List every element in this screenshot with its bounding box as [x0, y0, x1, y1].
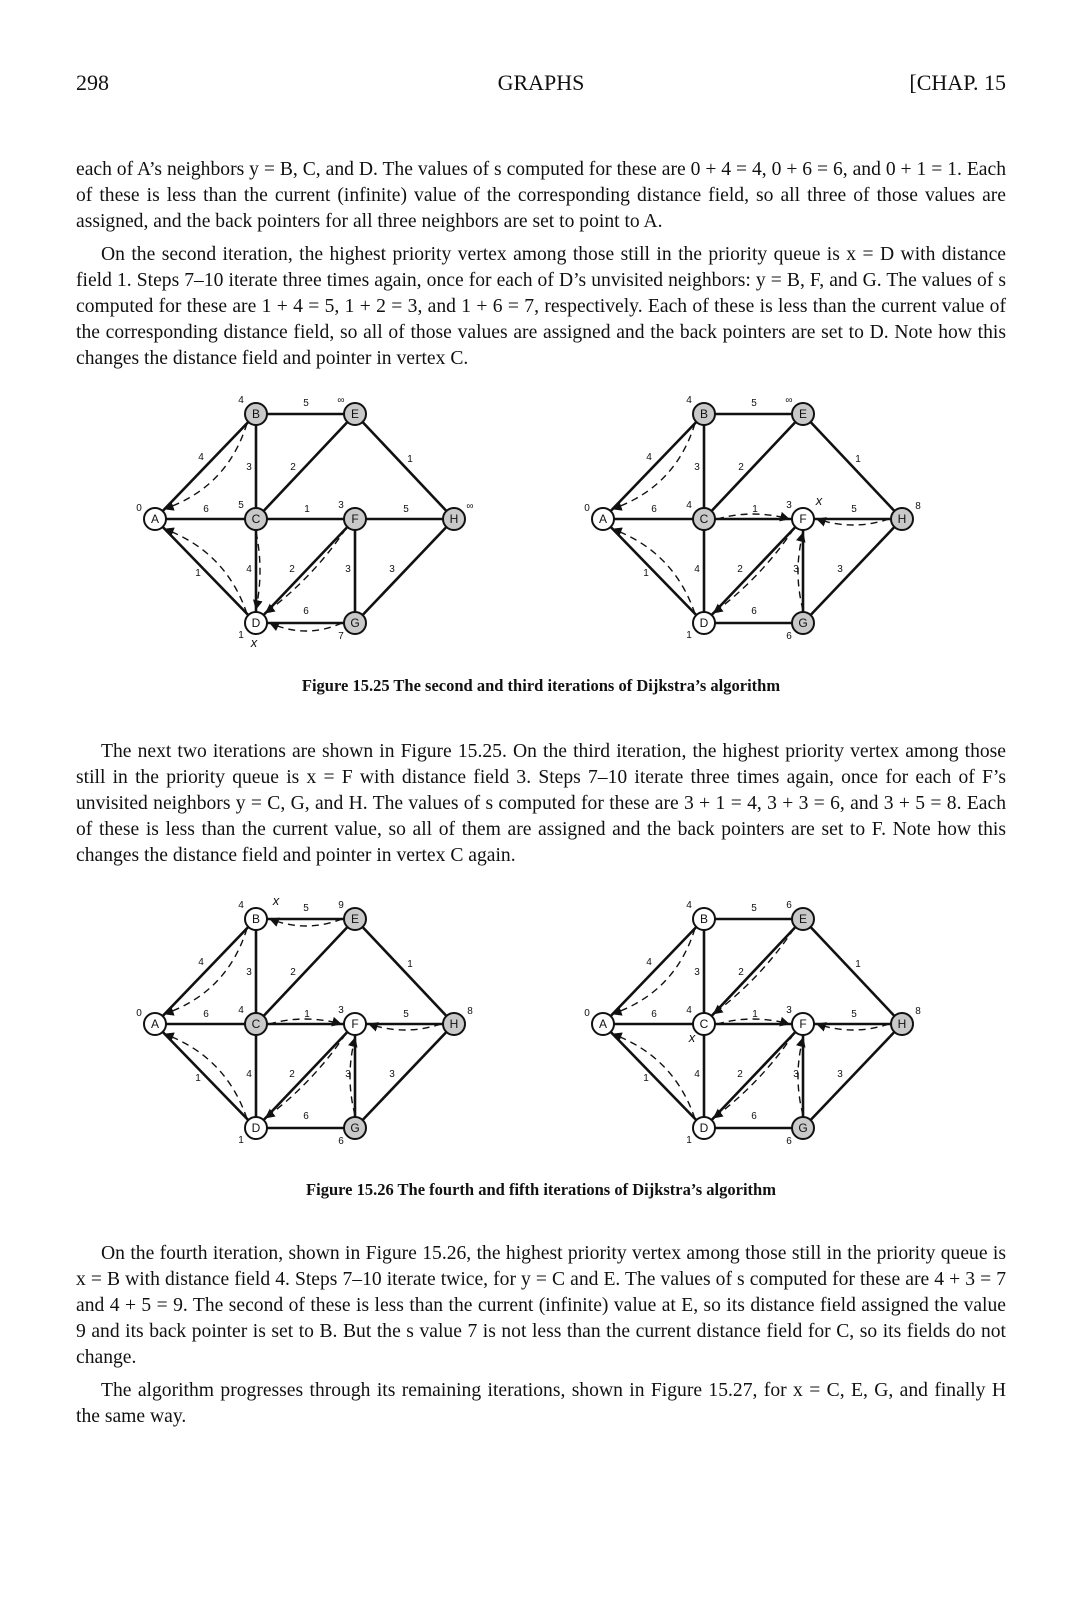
edge-weight-C-E: 2 [290, 462, 296, 473]
edge-weight-C-D: 4 [694, 1069, 700, 1080]
vertex-label-B: B [251, 407, 261, 421]
vertex-label-A: A [150, 512, 160, 526]
edge-weight-F-G: 3 [345, 564, 351, 575]
distance-label-H: 8 [915, 1006, 921, 1017]
vertex-label-B: B [699, 912, 709, 926]
edge-A-D [603, 519, 704, 623]
edge-weight-C-F: 1 [752, 1009, 758, 1020]
paragraph-5: The algorithm progresses through its remaining iterations, shown in Figure 15.27, for x = C, E, G, and finally H the same way. [76, 1380, 1006, 1427]
vertex-label-E: E [798, 407, 808, 421]
distance-label-F: 3 [786, 500, 792, 511]
vertex-label-A: A [150, 1017, 160, 1031]
edge-G-H [803, 1024, 902, 1128]
distance-label-A: 0 [584, 503, 590, 514]
current-vertex-marker: x [815, 493, 823, 508]
vertex-label-D: D [251, 1121, 261, 1135]
distance-label-C: 4 [686, 1005, 692, 1016]
edge-weight-E-H: 1 [855, 959, 861, 970]
edge-weight-F-H: 5 [403, 1009, 409, 1020]
edge-weight-D-F: 2 [289, 1069, 295, 1080]
vertex-label-E: E [350, 407, 360, 421]
edge-G-H [355, 1024, 454, 1128]
distance-label-E: ∞ [785, 395, 793, 406]
distance-label-A: 0 [136, 1008, 142, 1019]
edge-weight-D-F: 2 [737, 564, 743, 575]
edge-weight-A-D: 1 [195, 568, 201, 579]
edge-weight-E-H: 1 [407, 454, 413, 465]
distance-label-E: ∞ [337, 395, 345, 406]
paragraph-3: The next two iterations are shown in Figure 15.25. On the third iteration, the highest priority vertex among those still in the priority queue is x = F with distance field 3. Steps 7–10 iterate three times again, once for each of F’s unvisited neighbors y = C, G, and H. The values of s computed for these are 3 + 1 = 4, 3 + 3 = 6, and 3 + 5 = 8. Each of these is less than the current value, so all of them are assigned and the back pointers are set to F. Note how this changes the distance field and pointer in vertex C again. [76, 741, 1006, 866]
edge-weight-C-F: 1 [304, 1009, 310, 1020]
vertex-label-F: F [799, 1017, 807, 1031]
edge-A-D [155, 519, 256, 623]
edge-G-H [803, 519, 902, 623]
edge-weight-F-H: 5 [403, 504, 409, 515]
edge-weight-A-C: 6 [651, 1009, 657, 1020]
vertex-label-G: G [350, 616, 360, 630]
distance-label-D: 1 [238, 1135, 244, 1146]
distance-label-D: 1 [686, 1135, 692, 1146]
distance-label-C: 4 [686, 500, 692, 511]
edge-weight-C-E: 2 [738, 462, 744, 473]
edge-weight-B-C: 3 [694, 462, 700, 473]
edge-weight-B-C: 3 [246, 462, 252, 473]
vertex-label-A: A [598, 1017, 608, 1031]
vertex-label-D: D [251, 616, 261, 630]
current-vertex-marker: x [272, 897, 280, 908]
vertex-label-H: H [449, 512, 459, 526]
vertex-label-G: G [798, 1121, 808, 1135]
paragraph-4: On the fourth iteration, shown in Figure 15.26, the highest priority vertex among those still in the priority queue is x = B with distance field 4. Steps 7–10 iterate twice, for y = C and E. The values of s computed for these are 4 + 3 = 7 and 4 + 5 = 9. The second of these is less than the current (infinite) value at E, so its distance field assigned the value 9 and its back pointer is set to B. But the s value 7 is not less than the current distance field for C, so its fields do not change. [76, 1243, 1006, 1368]
edge-weight-F-H: 5 [851, 1009, 857, 1020]
vertex-label-F: F [799, 512, 807, 526]
edge-weight-C-D: 4 [246, 1069, 252, 1080]
edge-weight-D-G: 6 [751, 1111, 757, 1122]
page-number: 298 [76, 70, 109, 95]
edge-weight-B-E: 5 [303, 903, 309, 914]
edge-weight-F-G: 3 [345, 1069, 351, 1080]
vertex-label-D: D [699, 616, 709, 630]
vertex-label-A: A [598, 512, 608, 526]
vertex-label-B: B [699, 407, 709, 421]
figure-15-25-right-graph [578, 392, 938, 657]
edge-weight-G-H: 3 [389, 564, 395, 575]
distance-label-E: 6 [786, 900, 792, 911]
vertex-label-F: F [351, 1017, 359, 1031]
edge-A-D [155, 1024, 256, 1128]
edge-weight-A-B: 4 [646, 452, 652, 463]
edge-weight-F-G: 3 [793, 1069, 799, 1080]
edge-weight-B-E: 5 [751, 903, 757, 914]
page-header [76, 70, 1006, 102]
distance-label-F: 3 [338, 1005, 344, 1016]
distance-label-B: 4 [238, 395, 244, 406]
edge-weight-A-D: 1 [643, 1073, 649, 1084]
edge-weight-D-G: 6 [751, 606, 757, 617]
edge-weight-A-C: 6 [651, 504, 657, 515]
distance-label-H: 8 [915, 501, 921, 512]
edge-weight-C-E: 2 [738, 967, 744, 978]
vertex-label-H: H [449, 1017, 459, 1031]
vertex-label-F: F [351, 512, 359, 526]
edge-weight-C-E: 2 [290, 967, 296, 978]
distance-label-H: 8 [467, 1006, 473, 1017]
edge-weight-B-C: 3 [694, 967, 700, 978]
edge-weight-B-C: 3 [246, 967, 252, 978]
vertex-label-C: C [699, 1017, 709, 1031]
figure-15-25-caption: Figure 15.25 The second and third iterations of Dijkstra’s algorithm [301, 676, 781, 695]
distance-label-D: 1 [238, 630, 244, 641]
figure-15-26-left-graph [130, 897, 490, 1162]
distance-label-B: 4 [238, 900, 244, 911]
vertex-label-G: G [798, 616, 808, 630]
vertex-label-D: D [699, 1121, 709, 1135]
vertex-label-E: E [798, 912, 808, 926]
edge-weight-C-F: 1 [304, 504, 310, 515]
edge-weight-G-H: 3 [837, 1069, 843, 1080]
edge-weight-A-D: 1 [643, 568, 649, 579]
distance-label-G: 6 [786, 1136, 792, 1147]
edge-weight-E-H: 1 [855, 454, 861, 465]
edge-weight-C-D: 4 [694, 564, 700, 575]
distance-label-F: 3 [786, 1005, 792, 1016]
chapter-label: [CHAP. 15 [909, 70, 1006, 95]
vertex-label-C: C [251, 512, 261, 526]
distance-label-C: 5 [238, 500, 244, 511]
edge-G-H [355, 519, 454, 623]
edge-weight-B-E: 5 [303, 398, 309, 409]
edge-weight-A-B: 4 [646, 957, 652, 968]
distance-label-C: 4 [238, 1005, 244, 1016]
edge-weight-B-E: 5 [751, 398, 757, 409]
edge-weight-A-B: 4 [198, 452, 204, 463]
distance-label-A: 0 [136, 503, 142, 514]
vertex-label-G: G [350, 1121, 360, 1135]
edge-weight-D-G: 6 [303, 1111, 309, 1122]
edge-weight-C-F: 1 [752, 504, 758, 515]
vertex-label-H: H [897, 1017, 907, 1031]
edge-weight-D-F: 2 [737, 1069, 743, 1080]
distance-label-G: 7 [338, 631, 344, 642]
figure-15-26-caption: Figure 15.26 The fourth and fifth iterations of Dijkstra’s algorithm [306, 1180, 776, 1199]
edge-weight-G-H: 3 [837, 564, 843, 575]
edge-weight-A-B: 4 [198, 957, 204, 968]
edge-weight-D-F: 2 [289, 564, 295, 575]
edge-weight-G-H: 3 [389, 1069, 395, 1080]
vertex-label-B: B [251, 912, 261, 926]
vertex-label-C: C [251, 1017, 261, 1031]
vertex-label-E: E [350, 912, 360, 926]
figure-15-26-right-graph [578, 897, 938, 1162]
current-vertex-marker: x [250, 635, 258, 650]
current-vertex-marker: x [688, 1030, 696, 1045]
distance-label-D: 1 [686, 630, 692, 641]
edge-weight-A-C: 6 [203, 1009, 209, 1020]
distance-label-B: 4 [686, 900, 692, 911]
edge-weight-D-G: 6 [303, 606, 309, 617]
edge-weight-A-C: 6 [203, 504, 209, 515]
distance-label-B: 4 [686, 395, 692, 406]
figure-15-25-left-graph [130, 392, 490, 657]
distance-label-G: 6 [338, 1136, 344, 1147]
distance-label-H: ∞ [466, 501, 474, 512]
paragraph-2: On the second iteration, the highest priority vertex among those still in the priority queue is x = D with distance field 1. Steps 7–10 iterate three times again, once for each of D’s unvisited neighbors: y = B, F, and G. The values of s computed for these are 1 + 4 = 5, 1 + 2 = 3, and 1 + 6 = 7, respectively. Each of these is less than the current value of the corresponding distance field, so all of those values are assigned and the back pointers are set to D. Note how this changes the distance field and pointer in vertex C. [76, 244, 1006, 369]
distance-label-G: 6 [786, 631, 792, 642]
running-title: GRAPHS [497, 70, 585, 95]
paragraph-1: each of A’s neighbors y = B, C, and D. The values of s computed for these are 0 + 4 = 4, 0 + 6 = 6, and 0 + 1 = 1. Each of these is less than the current (infinite) value of the corresponding distance field, so all three of those values are assigned, and the back pointers for all three neighbors are set to point to A. [76, 159, 1006, 232]
distance-label-F: 3 [338, 500, 344, 511]
edge-weight-C-D: 4 [246, 564, 252, 575]
edge-weight-F-G: 3 [793, 564, 799, 575]
distance-label-E: 9 [338, 900, 344, 911]
vertex-label-C: C [699, 512, 709, 526]
edge-weight-E-H: 1 [407, 959, 413, 970]
edge-weight-F-H: 5 [851, 504, 857, 515]
distance-label-A: 0 [584, 1008, 590, 1019]
edge-weight-A-D: 1 [195, 1073, 201, 1084]
vertex-label-H: H [897, 512, 907, 526]
